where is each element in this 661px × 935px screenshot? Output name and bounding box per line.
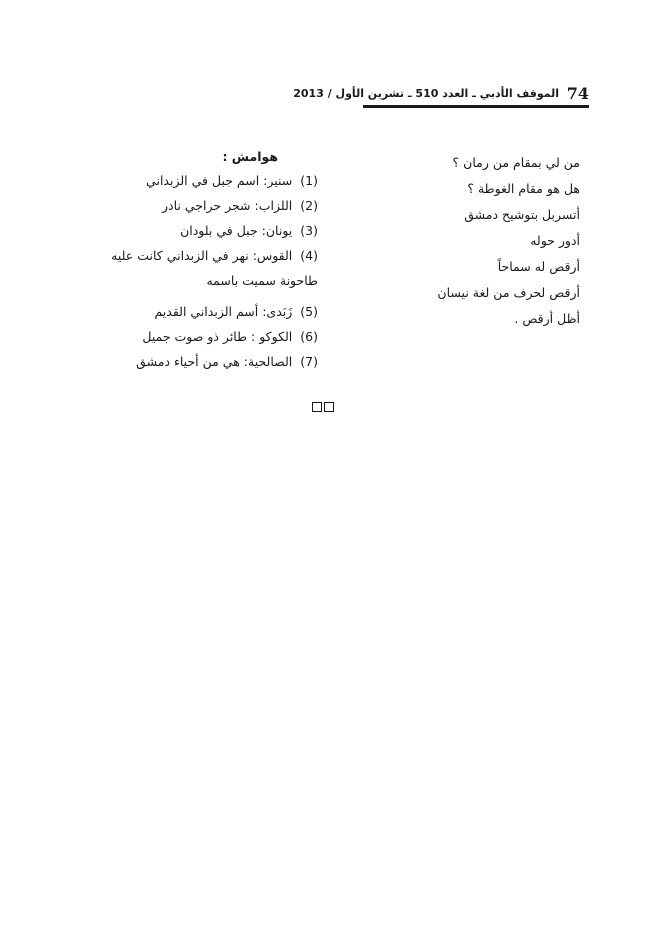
page-header	[293, 84, 589, 110]
footnote-text: الصالحية: هي من أحياء دمشق	[136, 354, 293, 369]
page-number: 74	[566, 84, 589, 103]
poem-line: أرقص له سماحاً	[497, 259, 580, 274]
poem-line: أرقص لحرف من لغة نيسان	[437, 285, 580, 300]
footnote-item	[90, 168, 318, 193]
poem	[400, 150, 580, 332]
poem-line: هل هو مقام الغوطة ؟	[467, 181, 580, 196]
footnote-text: يونان: جبل في بلودان	[180, 223, 293, 238]
end-of-article-mark	[312, 402, 334, 412]
footnote-text: سنير: اسم جبل في الزبداني	[146, 173, 293, 188]
footnote-item	[90, 218, 318, 243]
footnote-text: زَبَدى: أسم الزبداني القديم	[154, 304, 293, 319]
footnote-number: (6)	[300, 329, 318, 344]
running-head: الموقف الأدبي ـ العدد 510 ـ تشرين الأول / 2013	[293, 87, 559, 100]
footnote-number: (5)	[300, 304, 318, 319]
square-icon	[324, 402, 334, 412]
footnote-item	[90, 243, 318, 293]
footnotes	[90, 146, 318, 374]
poem-line: أتسربل بتوشيح دمشق	[464, 207, 580, 222]
footnotes-title: هوامش :	[222, 149, 278, 164]
poem-line: من لي بمقام من رمان ؟	[452, 155, 580, 170]
footnote-number: (2)	[300, 198, 318, 213]
footnote-text: القوس: نهر في الزبداني كانت عليه طاحونة سميت باسمه	[111, 248, 318, 288]
footnote-item	[90, 324, 318, 349]
footnote-text: الكوكو : طائر ذو صوت جميل	[142, 329, 293, 344]
footnote-number: (3)	[300, 223, 318, 238]
footnote-number: (1)	[300, 173, 318, 188]
poem-line: أظل أرقص .	[514, 311, 580, 326]
square-icon	[312, 402, 322, 412]
footnote-item	[90, 193, 318, 218]
header-rule	[363, 105, 589, 108]
footnote-text: اللزاب: شجر حراجي نادر	[162, 198, 293, 213]
footnote-number: (7)	[300, 354, 318, 369]
footnote-number: (4)	[300, 248, 318, 263]
poem-line: أدور حوله	[530, 233, 580, 248]
footnote-item	[90, 349, 318, 374]
footnote-item	[90, 299, 318, 324]
